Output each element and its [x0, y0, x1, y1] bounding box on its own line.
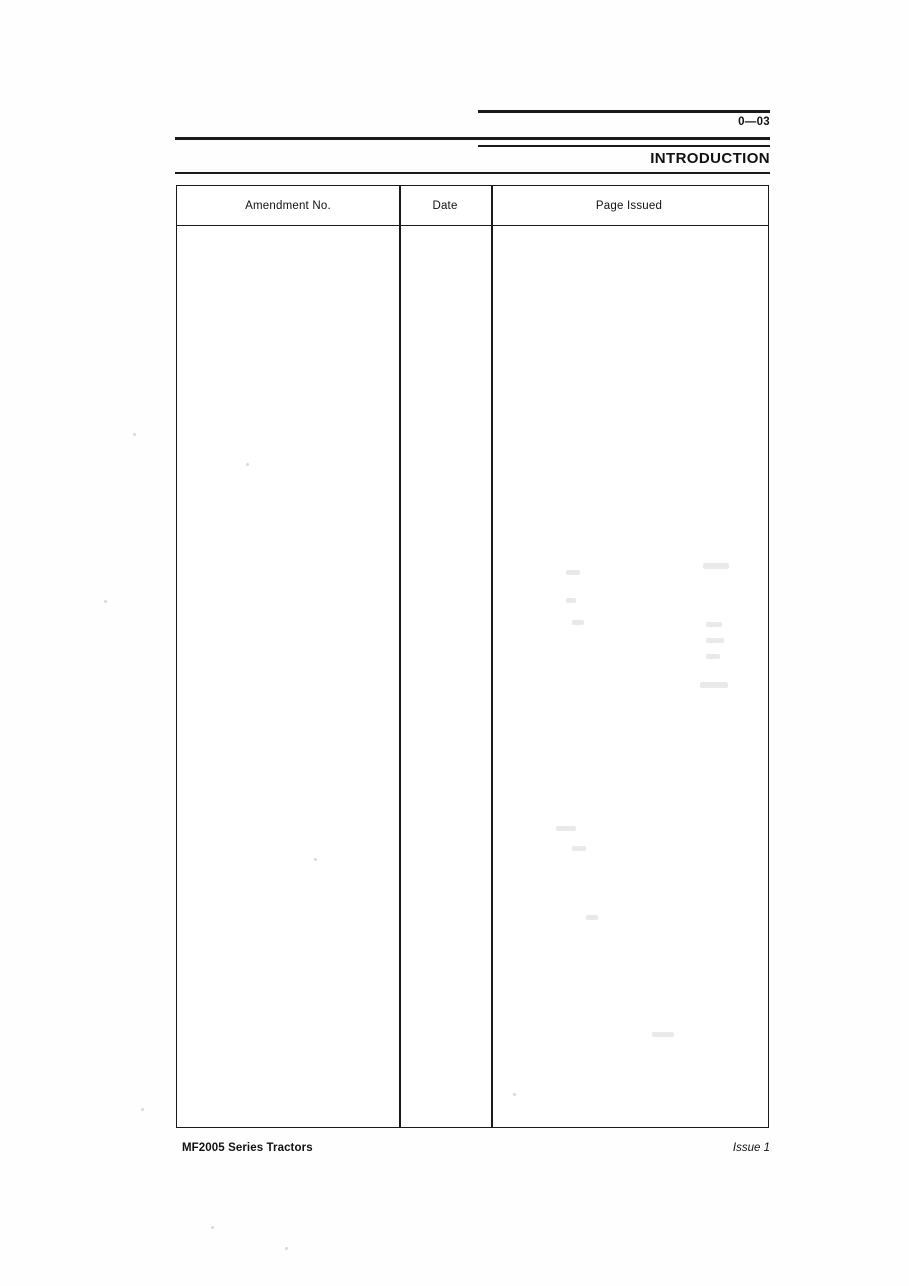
- scan-smudge: [586, 915, 598, 920]
- page-number: 0—03: [738, 116, 770, 128]
- page-footer: [182, 1142, 770, 1162]
- scan-smudge: [566, 570, 580, 575]
- scan-speck: [246, 463, 249, 466]
- scan-smudge: [703, 563, 729, 569]
- column-cells-date: [401, 226, 492, 1127]
- column-cells-page-issued: [493, 226, 768, 1127]
- scan-smudge: [706, 622, 722, 627]
- scan-smudge: [556, 826, 576, 831]
- scan-speck: [141, 1108, 144, 1111]
- header-rule-underline: [175, 172, 770, 174]
- scan-speck: [285, 1247, 288, 1250]
- scan-speck: [314, 858, 317, 861]
- footer-manual-title: MF2005 Series Tractors: [182, 1142, 313, 1154]
- page-header: [175, 110, 770, 172]
- amendment-record-table: [176, 185, 769, 1128]
- scan-smudge: [572, 620, 584, 625]
- header-rule-top: [478, 110, 770, 113]
- scan-speck: [133, 433, 136, 436]
- table-body: [177, 226, 768, 1127]
- scan-smudge: [652, 1032, 674, 1037]
- table-header-row: [177, 186, 768, 226]
- scan-smudge: [706, 654, 720, 659]
- scan-smudge: [566, 598, 576, 603]
- scan-smudge: [700, 682, 728, 688]
- column-header-date: Date: [432, 200, 458, 212]
- header-rule-main: [175, 137, 770, 140]
- column-header-amendment-no: Amendment No.: [245, 200, 331, 212]
- section-title: INTRODUCTION: [650, 150, 770, 167]
- scan-smudge: [572, 846, 586, 851]
- scan-smudge: [706, 638, 724, 643]
- scan-speck: [513, 1093, 516, 1096]
- column-cells-amendment-no: [177, 226, 399, 1127]
- header-rule-secondary: [478, 145, 770, 147]
- table-column-divider-1: [399, 186, 401, 225]
- scan-speck: [104, 600, 107, 603]
- table-column-divider-2: [491, 186, 493, 225]
- footer-issue: Issue 1: [732, 1142, 770, 1154]
- column-header-page-issued: Page Issued: [595, 200, 663, 212]
- scan-speck: [211, 1226, 214, 1229]
